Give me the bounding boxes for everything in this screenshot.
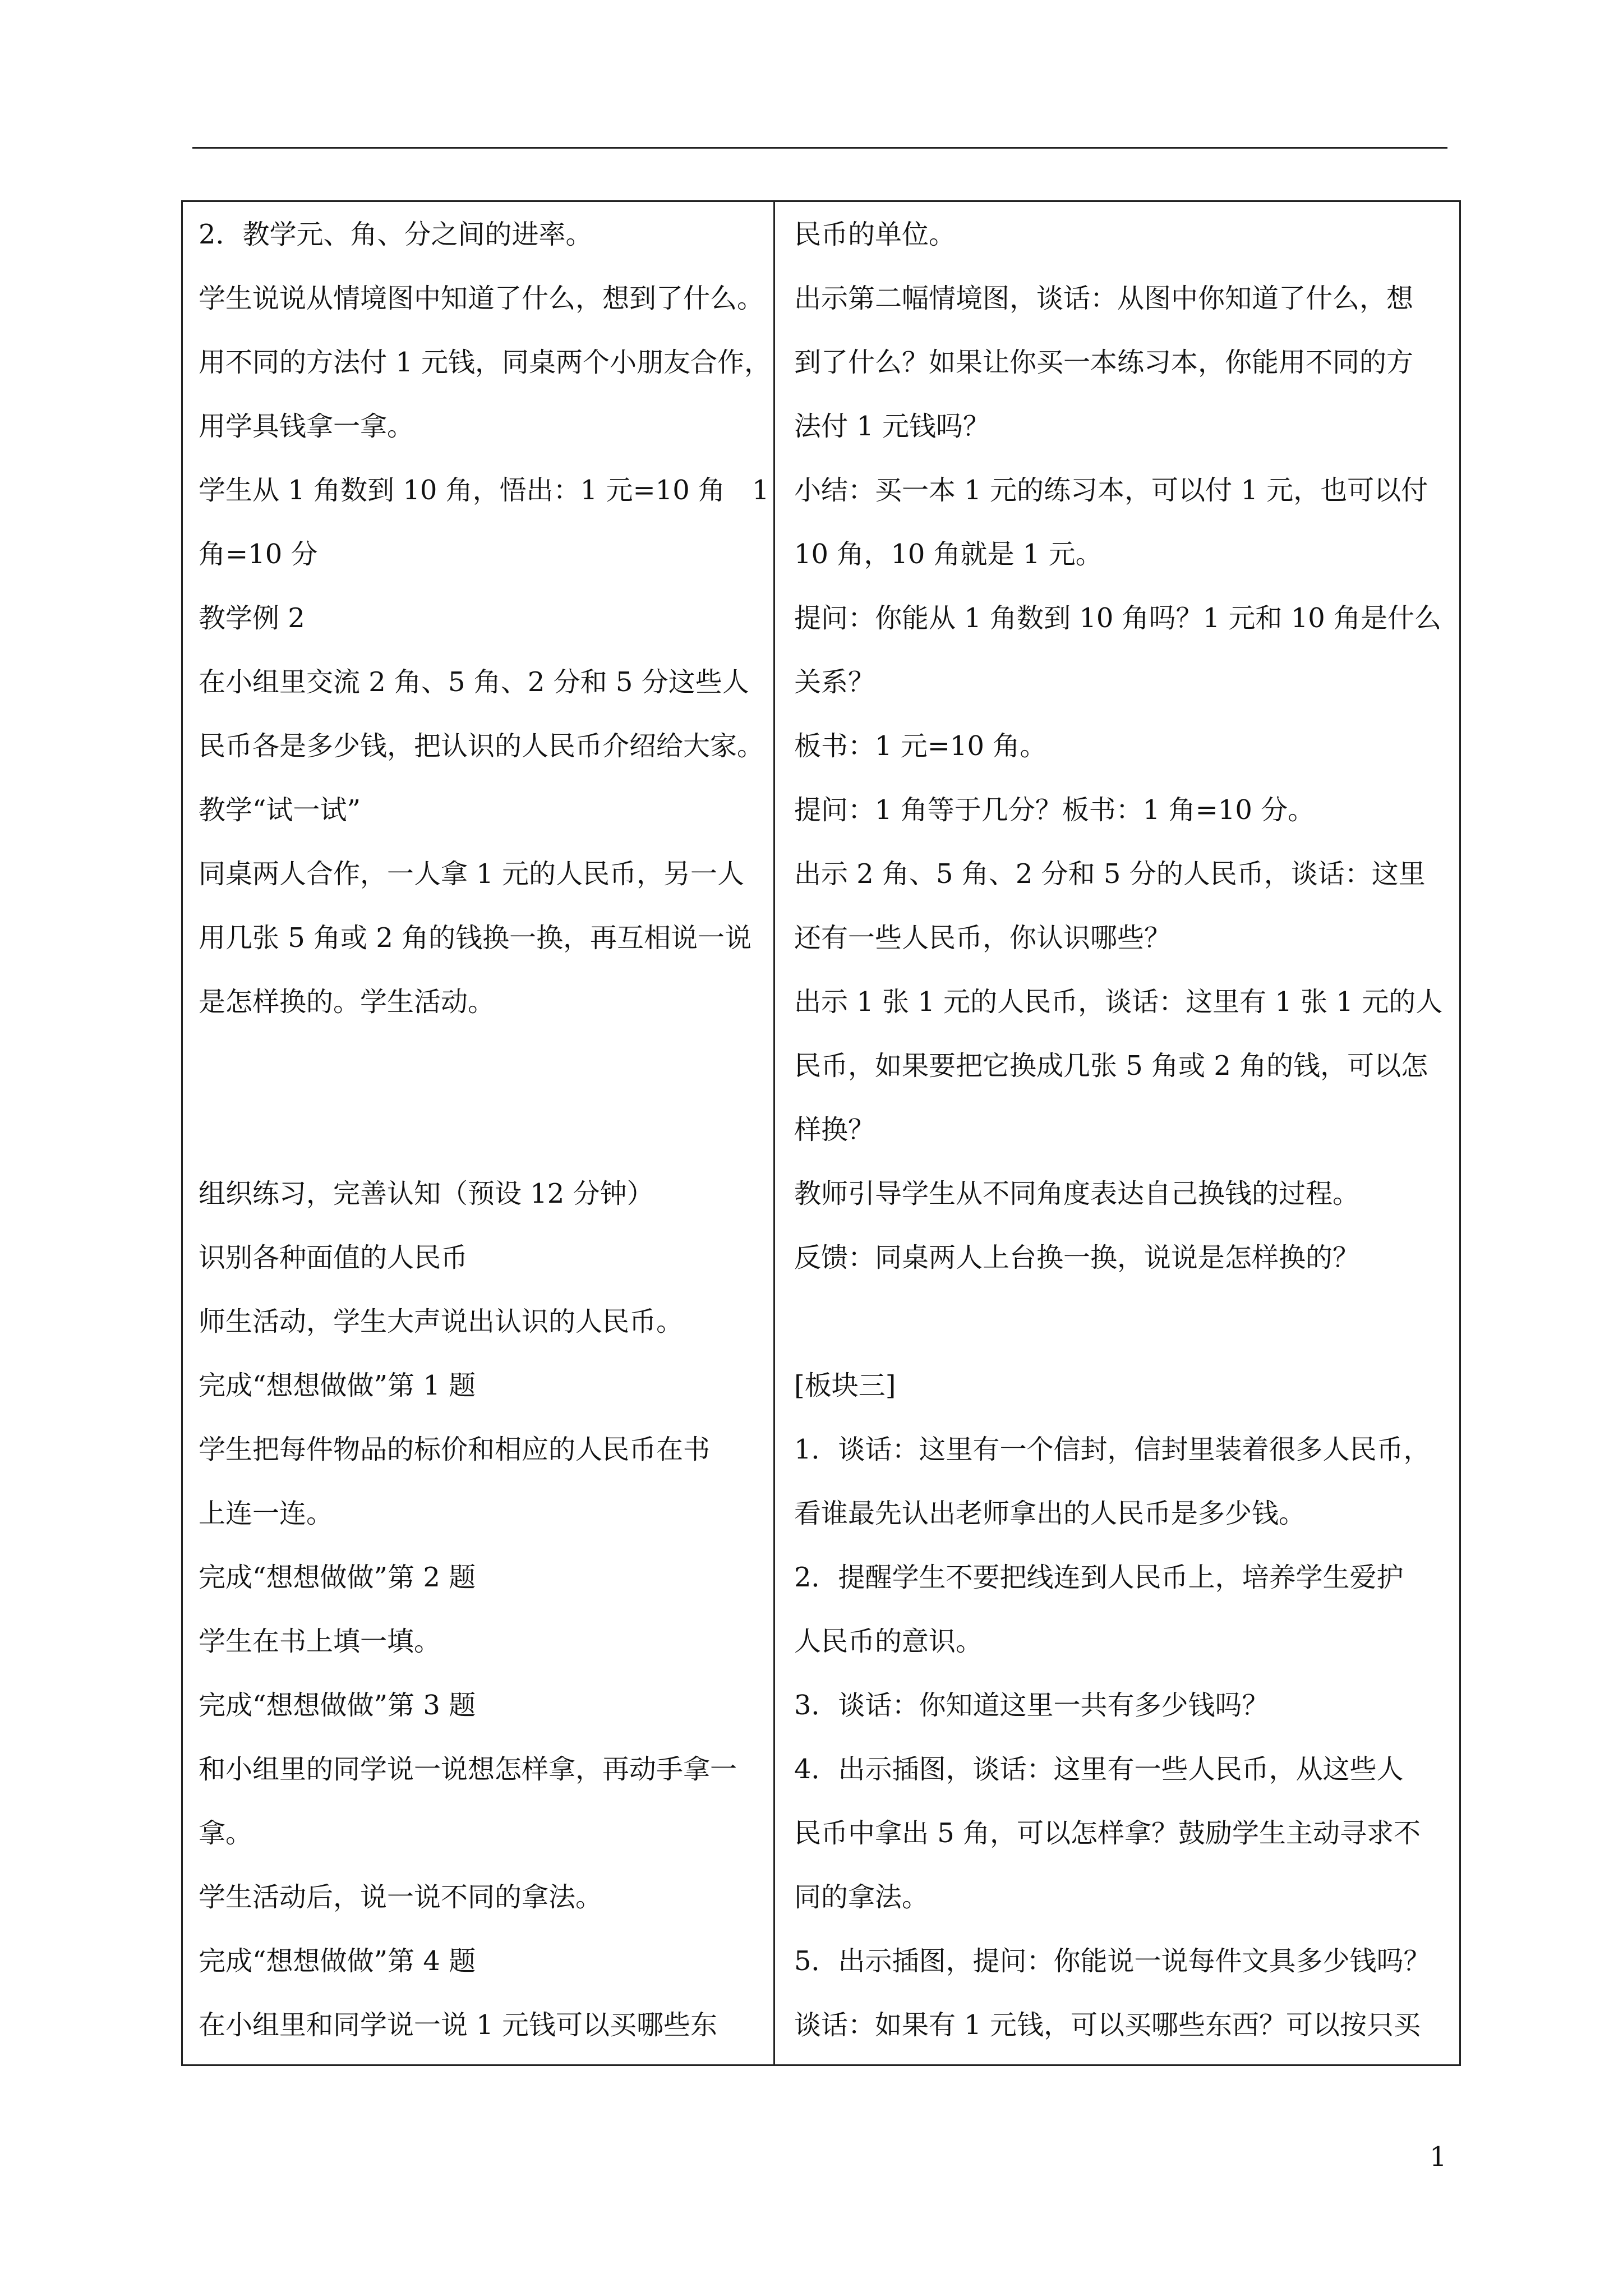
left-line-21: 学生在书上填一填。: [199, 1626, 441, 1657]
right-line-16: 教师引导学生从不同角度表达自己换钱的过程。: [794, 1178, 1360, 1209]
left-line-13: 是怎样换的。学生活动。: [199, 986, 495, 1018]
right-line-4: 法付 1 元钱吗？: [794, 411, 990, 442]
left-line-1: 2．教学元、角、分之间的进率。: [199, 219, 593, 250]
left-line-7: 教学例 2: [199, 602, 305, 634]
right-line-5: 小结：买一本 1 元的练习本，可以付 1 元，也可以付: [794, 475, 1428, 506]
right-line-22: 人民币的意识。: [794, 1626, 983, 1657]
right-line-25: 民币中拿出 5 角，可以怎样拿？鼓励学生主动寻求不: [794, 1818, 1421, 1849]
right-line-15: 样换？: [794, 1114, 875, 1145]
right-line-21: 2．提醒学生不要把线连到人民币上，培养学生爱护: [794, 1562, 1404, 1593]
left-line-15: 识别各种面值的人民币: [199, 1242, 468, 1273]
left-line-26: 完成“想想做做”第 4 题: [199, 1945, 476, 1977]
left-line-12: 用几张 5 角或 2 角的钱换一换，再互相说一说: [199, 922, 752, 954]
right-line-3: 到了什么？如果让你买一本练习本，你能用不同的方: [794, 347, 1414, 378]
left-line-24: 拿。: [199, 1818, 253, 1849]
left-line-19: 上连一连。: [199, 1498, 334, 1529]
right-line-28: 谈话：如果有 1 元钱，可以买哪些东西？可以按只买: [794, 2009, 1421, 2041]
left-line-18: 学生把每件物品的标价和相应的人民币在书: [199, 1434, 711, 1465]
right-line-8: 关系？: [794, 666, 875, 698]
left-line-16: 师生活动，学生大声说出认识的人民币。: [199, 1306, 684, 1337]
left-line-3: 用不同的方法付 1 元钱，同桌两个小朋友合作，: [199, 347, 772, 378]
right-line-2: 出示第二幅情境图，谈话：从图中你知道了什么，想: [794, 283, 1414, 314]
right-line-27: 5．出示插图，提问：你能说一说每件文具多少钱吗？: [794, 1945, 1431, 1977]
right-line-9: 板书：1 元=10 角。: [794, 730, 1047, 762]
right-line-7: 提问：你能从 1 角数到 10 角吗？1 元和 10 角是什么: [794, 602, 1442, 634]
right-line-26: 同的拿法。: [794, 1881, 929, 1913]
lesson-table: [181, 200, 1461, 2066]
left-line-8: 在小组里交流 2 角、5 角、2 分和 5 分这些人: [199, 666, 749, 698]
right-line-14: 民币，如果要把它换成几张 5 角或 2 角的钱，可以怎: [794, 1050, 1428, 1082]
left-line-5: 学生从 1 角数到 10 角，悟出：1 元=10 角 1: [199, 475, 769, 506]
right-line-20: 看谁最先认出老师拿出的人民币是多少钱。: [794, 1498, 1306, 1529]
left-line-17: 完成“想想做做”第 1 题: [199, 1370, 476, 1401]
left-line-6: 角=10 分: [199, 539, 318, 570]
right-line-12: 还有一些人民币，你认识哪些？: [794, 922, 1172, 954]
left-line-14: 组织练习，完善认知（预设 12 分钟）: [199, 1178, 654, 1209]
right-line-18: [板块三]: [794, 1370, 896, 1401]
right-line-23: 3．谈话：你知道这里一共有多少钱吗？: [794, 1690, 1269, 1721]
right-line-10: 提问：1 角等于几分？板书：1 角=10 分。: [794, 794, 1315, 826]
page-number: 1: [1430, 2141, 1447, 2173]
column-divider: [773, 202, 775, 2064]
left-line-22: 完成“想想做做”第 3 题: [199, 1690, 476, 1721]
left-line-9: 民币各是多少钱，把认识的人民币介绍给大家。: [199, 730, 764, 762]
left-line-10: 教学“试一试”: [199, 794, 361, 826]
header-rule: [192, 147, 1447, 149]
right-line-6: 10 角，10 角就是 1 元。: [794, 539, 1103, 570]
left-line-11: 同桌两人合作，一人拿 1 元的人民币，另一人: [199, 858, 745, 890]
left-line-25: 学生活动后，说一说不同的拿法。: [199, 1881, 603, 1913]
right-line-24: 4．出示插图，谈话：这里有一些人民币，从这些人: [794, 1754, 1404, 1785]
left-line-2: 学生说说从情境图中知道了什么，想到了什么。: [199, 283, 764, 314]
right-line-11: 出示 2 角、5 角、2 分和 5 分的人民币，谈话：这里: [794, 858, 1426, 890]
left-line-27: 在小组里和同学说一说 1 元钱可以买哪些东: [199, 2009, 718, 2041]
left-line-23: 和小组里的同学说一说想怎样拿，再动手拿一: [199, 1754, 737, 1785]
right-line-1: 民币的单位。: [794, 219, 956, 250]
left-line-20: 完成“想想做做”第 2 题: [199, 1562, 476, 1593]
right-line-13: 出示 1 张 1 元的人民币，谈话：这里有 1 张 1 元的人: [794, 986, 1443, 1018]
right-line-19: 1．谈话：这里有一个信封，信封里装着很多人民币，: [794, 1434, 1431, 1465]
right-line-17: 反馈：同桌两人上台换一换，说说是怎样换的？: [794, 1242, 1360, 1273]
left-line-4: 用学具钱拿一拿。: [199, 411, 414, 442]
